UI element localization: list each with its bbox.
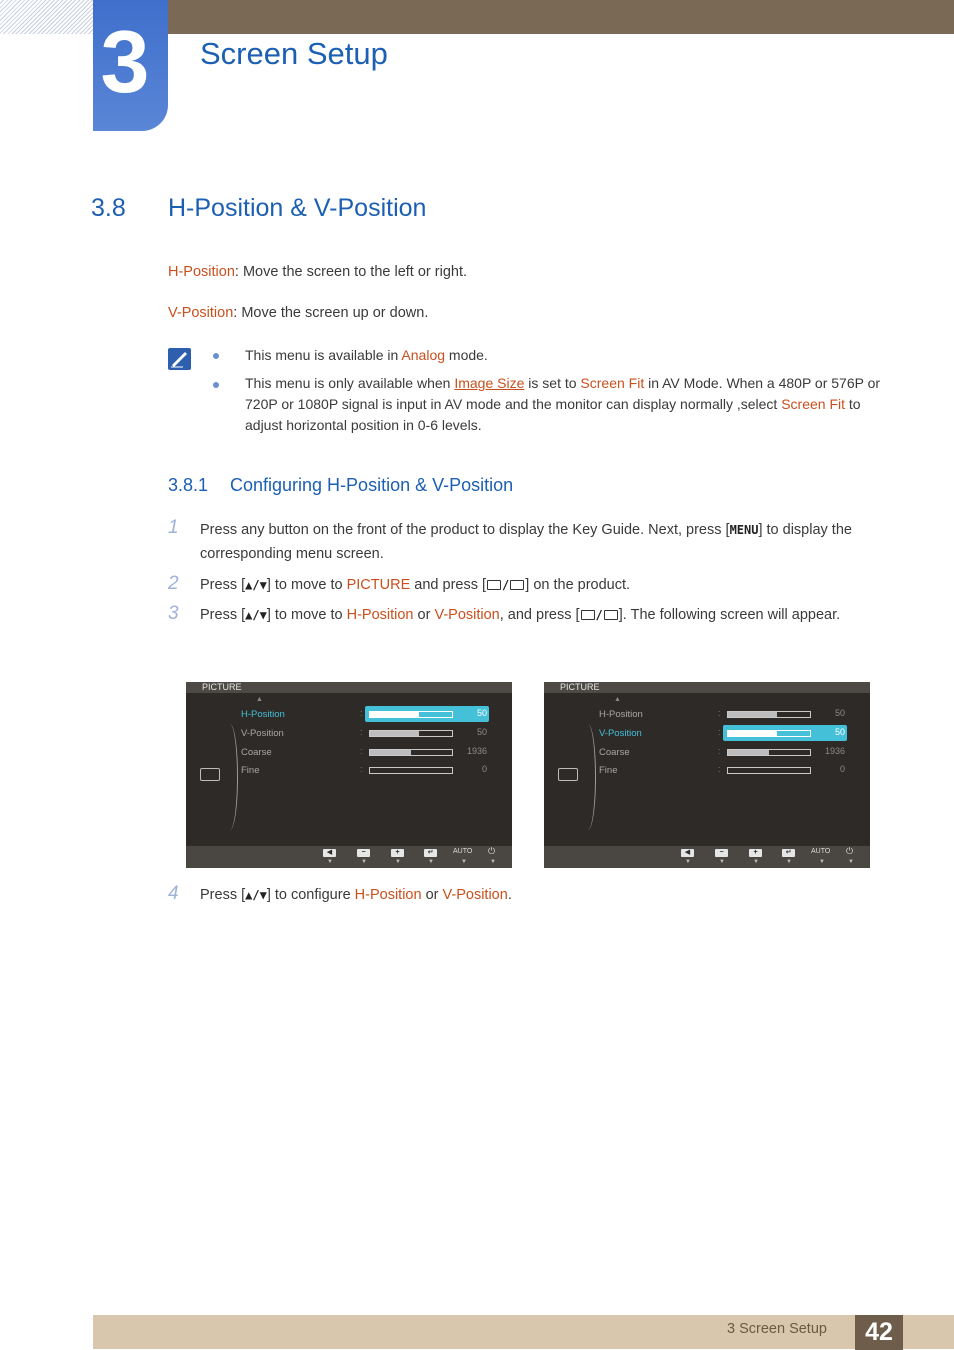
step-1-number: 1 xyxy=(168,517,179,538)
osd-plus-key-icon[interactable]: + xyxy=(391,849,404,857)
h-position-term: H-Position xyxy=(168,264,235,280)
enter-button-icon xyxy=(510,580,524,590)
osd-power-icon[interactable]: ⏻ xyxy=(488,846,496,856)
osd-row-label: Coarse xyxy=(241,747,272,758)
step-3-c: or xyxy=(413,607,435,623)
chapter-title: Screen Setup xyxy=(200,36,388,71)
osd-slider-fill xyxy=(728,712,777,717)
osd-key-guide xyxy=(544,846,870,868)
step-2-number: 2 xyxy=(168,573,179,594)
chapter-number: 3 xyxy=(100,12,150,111)
step-3-d: , and press [ xyxy=(499,607,580,623)
osd-key-arrow-icon: ▼ xyxy=(685,859,691,865)
subsection-number: 3.8.1 xyxy=(168,475,209,495)
osd-row-colon: : xyxy=(718,708,721,718)
osd-slider[interactable] xyxy=(727,749,811,756)
osd-row-colon: : xyxy=(360,764,363,774)
up-down-key-icon: ▲/▼ xyxy=(245,888,267,902)
osd-plus-key-icon[interactable]: + xyxy=(749,849,762,857)
note-2-screen-fit-2: Screen Fit xyxy=(781,396,846,412)
header-hatch-decor xyxy=(0,0,93,34)
note-1-analog: Analog xyxy=(401,347,446,363)
source-button-icon xyxy=(581,610,595,620)
osd-key-arrow-icon: ▼ xyxy=(361,859,367,865)
h-position-text: : Move the screen to the left or right. xyxy=(234,264,468,280)
osd-row-label: H-Position xyxy=(599,709,643,720)
note-2-screen-fit: Screen Fit xyxy=(580,375,645,391)
note-2 xyxy=(245,373,885,436)
osd-row-colon: : xyxy=(360,746,363,756)
v-position-description xyxy=(168,305,428,321)
step-3-h-position: H-Position xyxy=(346,607,414,623)
osd-row-value: 1936 xyxy=(824,746,845,756)
osd-row[interactable] xyxy=(241,744,501,760)
osd-key-arrow-icon: ▼ xyxy=(848,859,854,865)
osd-slider[interactable] xyxy=(727,767,811,774)
osd-row-label: H-Position xyxy=(241,709,285,720)
enter-button-icon xyxy=(604,610,618,620)
osd-enter-key-icon[interactable]: ↵ xyxy=(782,849,795,857)
source-button-icon xyxy=(487,580,501,590)
osd-slider[interactable] xyxy=(369,749,453,756)
osd-row[interactable] xyxy=(599,762,859,778)
osd-picture-menu-icon xyxy=(558,768,578,781)
step-3-a: Press [ xyxy=(200,607,246,623)
v-position-text: : Move the screen up or down. xyxy=(233,305,429,321)
osd-screenshot-h-position xyxy=(186,682,512,868)
osd-slider[interactable] xyxy=(727,711,811,718)
osd-row-colon: : xyxy=(360,727,363,737)
osd-curve-decor xyxy=(580,724,596,830)
osd-slider[interactable] xyxy=(369,711,453,718)
h-position-description xyxy=(168,264,467,280)
osd-key-arrow-icon: ▼ xyxy=(819,859,825,865)
up-down-key-icon: ▲/▼ xyxy=(245,608,267,622)
osd-row-value: 0 xyxy=(839,764,845,774)
osd-screenshot-v-position xyxy=(544,682,870,868)
osd-key-guide xyxy=(186,846,512,868)
step-3-e: ]. The following screen will appear. xyxy=(618,607,841,623)
osd-header: PICTURE xyxy=(544,682,870,693)
osd-slider[interactable] xyxy=(369,767,453,774)
footer-chapter-label: 3 Screen Setup xyxy=(727,1321,827,1337)
osd-picture-menu-icon xyxy=(200,768,220,781)
osd-row-value: 50 xyxy=(834,708,845,718)
step-2-c: and press [ xyxy=(410,577,487,593)
osd-row-label: Fine xyxy=(599,765,618,776)
osd-auto-key[interactable]: AUTO xyxy=(811,848,831,855)
osd-key-arrow-icon: ▼ xyxy=(719,859,725,865)
osd-row-label: Coarse xyxy=(599,747,630,758)
osd-left-key-icon[interactable]: ◀ xyxy=(681,849,694,857)
step-2-d: ] on the product. xyxy=(525,577,631,593)
osd-row[interactable] xyxy=(241,762,501,778)
osd-key-arrow-icon: ▼ xyxy=(461,859,467,865)
osd-row-value: 1936 xyxy=(466,746,487,756)
note-1 xyxy=(245,345,885,366)
osd-row-colon: : xyxy=(718,727,721,737)
osd-row-label: V-Position xyxy=(599,728,642,739)
step-1-text xyxy=(200,518,890,566)
osd-row-colon: : xyxy=(718,764,721,774)
note-1-text: This menu is available in xyxy=(245,347,402,363)
note-bullet xyxy=(213,353,219,359)
step-3-number: 3 xyxy=(168,603,179,624)
osd-slider-fill xyxy=(370,731,419,736)
note-bullet xyxy=(213,382,219,388)
osd-row-label: Fine xyxy=(241,765,260,776)
note-1-text-end: mode. xyxy=(445,347,488,363)
osd-curve-decor xyxy=(222,724,238,830)
osd-minus-key-icon[interactable]: − xyxy=(715,849,728,857)
step-1-b: ] to display the corresponding menu screen. xyxy=(200,522,852,562)
section-number: 3.8 xyxy=(91,194,126,222)
osd-up-arrow-icon: ▲ xyxy=(614,696,621,703)
osd-row[interactable] xyxy=(241,706,501,722)
step-4-d: . xyxy=(507,887,512,903)
image-size-link[interactable]: Image Size xyxy=(454,375,525,391)
v-position-term: V-Position xyxy=(168,305,234,321)
note-2-text-c: in AV Mode. When a 480P or 576P or 720P or 1080P signal is input in AV mode and the monitor can display normally ,select xyxy=(245,375,881,412)
osd-header: PICTURE xyxy=(186,682,512,693)
osd-slider[interactable] xyxy=(727,730,811,737)
osd-slider-fill xyxy=(728,750,769,755)
osd-key-arrow-icon: ▼ xyxy=(753,859,759,865)
osd-slider-fill xyxy=(370,750,411,755)
step-2-text: Press [▲/▼] to move to PICTURE and press [ / ] on the product. xyxy=(200,573,890,597)
osd-minus-key-icon[interactable]: − xyxy=(357,849,370,857)
osd-key-arrow-icon: ▼ xyxy=(490,859,496,865)
osd-row[interactable] xyxy=(599,706,859,722)
step-4-a: Press [ xyxy=(200,887,246,903)
osd-row[interactable] xyxy=(599,725,859,741)
subsection-title: Configuring H-Position & V-Position xyxy=(230,475,514,495)
osd-key-arrow-icon: ▼ xyxy=(786,859,792,865)
note-2-text: This menu is only available when xyxy=(245,375,455,391)
osd-row[interactable] xyxy=(241,725,501,741)
header-bar xyxy=(168,0,954,34)
osd-slider[interactable] xyxy=(369,730,453,737)
osd-power-icon[interactable]: ⏻ xyxy=(846,846,854,856)
osd-auto-key[interactable]: AUTO xyxy=(453,848,473,855)
osd-slider-fill xyxy=(370,712,419,717)
step-2-b: ] to move to xyxy=(266,577,347,593)
step-3-b: ] to move to xyxy=(266,607,347,623)
osd-enter-key-icon[interactable]: ↵ xyxy=(424,849,437,857)
osd-row-colon: : xyxy=(360,708,363,718)
osd-row-value: 50 xyxy=(476,727,487,737)
osd-row-value: 0 xyxy=(481,764,487,774)
up-down-key-icon: ▲/▼ xyxy=(245,578,267,592)
osd-slider-fill xyxy=(728,731,777,736)
step-4-h-position: H-Position xyxy=(354,887,422,903)
step-3-text: Press [▲/▼] to move to H-Position or V-Position, and press [ / ]. The following screen will appear. xyxy=(200,603,890,627)
osd-key-arrow-icon: ▼ xyxy=(428,859,434,865)
step-2-picture: PICTURE xyxy=(346,577,411,593)
osd-row-colon: : xyxy=(718,746,721,756)
osd-left-key-icon[interactable]: ◀ xyxy=(323,849,336,857)
page-number: 42 xyxy=(855,1315,903,1350)
step-4-text xyxy=(200,883,890,907)
step-3-v-position: V-Position xyxy=(434,607,500,623)
osd-row[interactable] xyxy=(599,744,859,760)
note-2-text-d: to adjust horizontal position in 0-6 levels. xyxy=(245,396,861,433)
step-1-a: Press any button on the front of the product to display the Key Guide. Next, press [ xyxy=(200,522,730,538)
osd-up-arrow-icon: ▲ xyxy=(256,696,263,703)
osd-row-value: 50 xyxy=(476,708,487,718)
osd-row-label: V-Position xyxy=(241,728,284,739)
note-2-text-b: is set to xyxy=(524,375,581,391)
note-icon xyxy=(168,348,191,370)
osd-row-value: 50 xyxy=(834,727,845,737)
step-4-number: 4 xyxy=(168,883,179,904)
step-4-c: or xyxy=(421,887,443,903)
step-2-a: Press [ xyxy=(200,577,246,593)
step-4-v-position: V-Position xyxy=(442,887,508,903)
section-title: H-Position & V-Position xyxy=(168,194,427,222)
osd-key-arrow-icon: ▼ xyxy=(395,859,401,865)
osd-key-arrow-icon: ▼ xyxy=(327,859,333,865)
menu-key: MENU xyxy=(729,523,759,537)
step-4-b: ] to configure xyxy=(266,887,355,903)
